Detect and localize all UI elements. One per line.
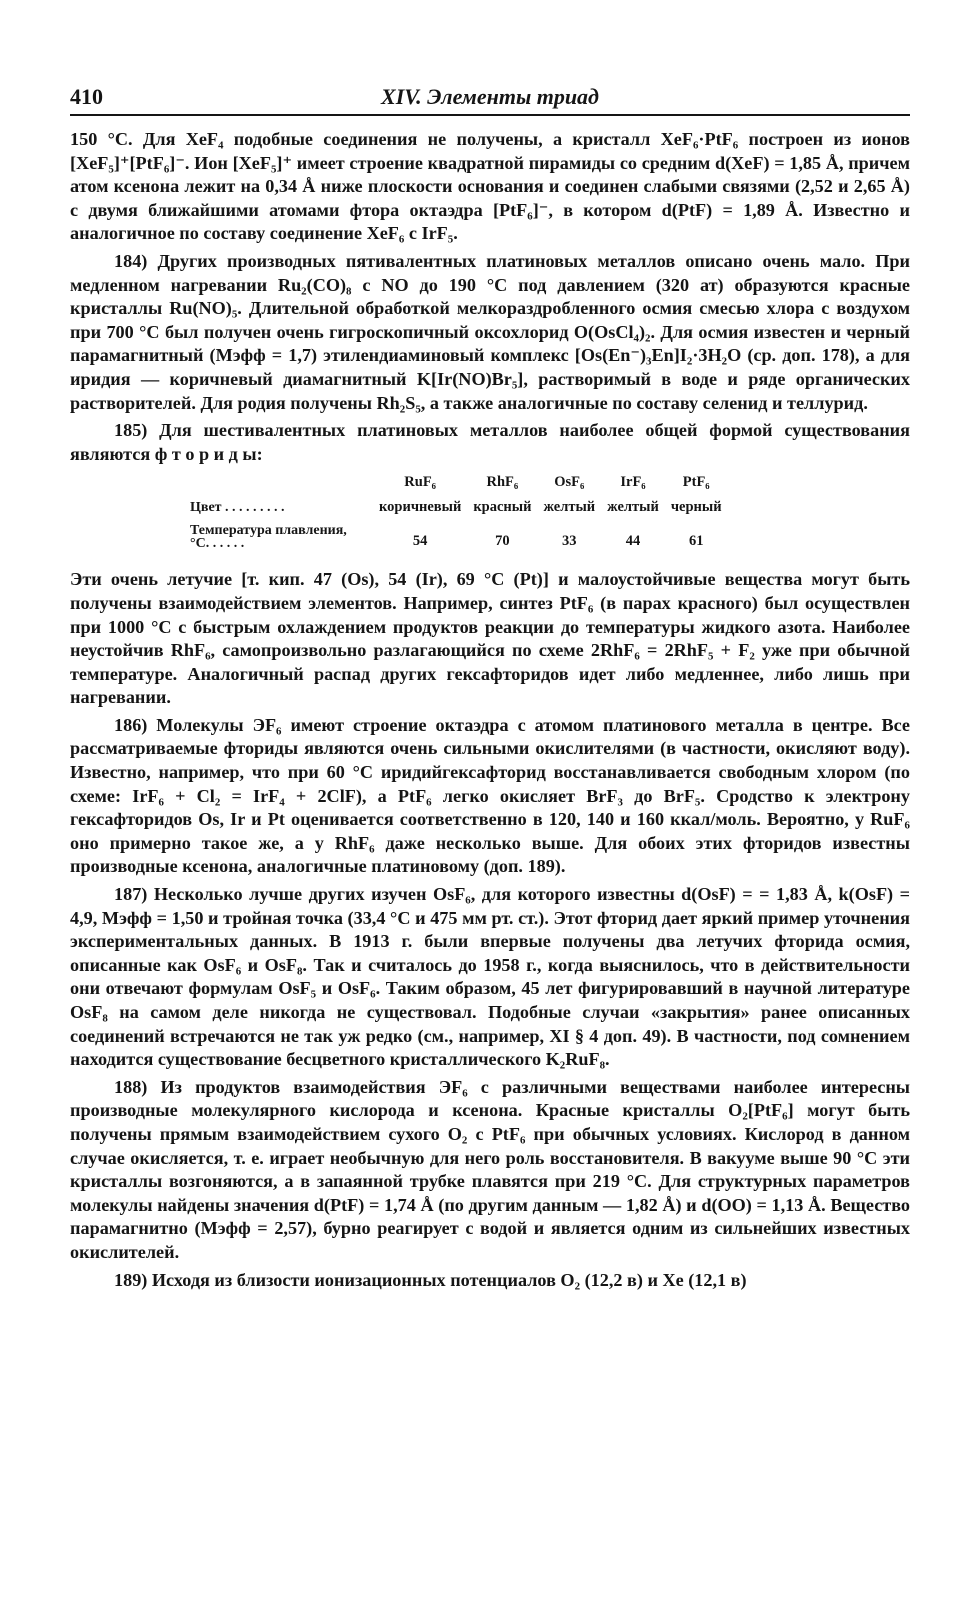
table-row-label: Температура плавления, °С. . . . . . (190, 523, 347, 552)
table-header-row (190, 474, 734, 499)
paragraph-186: 186) Молекулы ЭF₆ имеют строение октаэдра с атомом платинового металла в центре. Все рассматриваемые фториды являются очень сильными окислителями (в частности, окисляют воду). Известно, например, что при 60 °C иридийгексафторид восстанавливается свободным хлором (по схеме: IrF₆ + Cl₂ = IrF₄ + 2ClF), а PtF₆ легко окисляет BrF₃ до BrF₅. Сродство к электрону гексафторидов Os, Ir и Pt оценивается соответственно в 120, 140 и 160 ккал/моль. Вероятно, у RuF₆ оно примерно такое же, а у RhF₆ даже несколько выше. Для обоих этих фторидов известны производные ксенона, аналогичные платиновому (доп. 189). (70, 714, 910, 877)
fluorides-table (70, 474, 910, 558)
table-cell: коричневый (379, 499, 462, 516)
paragraph-185: 185) Для шестивалентных платиновых металлов наиболее общей формой существования являются ф т о р и д ы: (70, 420, 910, 464)
paragraph-continued: 150 °C. Для XeF₄ подобные соединения не получены, а кристалл XeF₆·PtF₆ построен из ионов [XeF₅]⁺[PtF₆]⁻. Ион [XeF₅]⁺ имеет строение квадратной пирамиды со средним d(XeF) = 1,85 Å, причем атом ксенона лежит на 0,34 Å ниже плоскости основания и соединен слабыми связями (2,52 и 2,65 Å) с двумя ближайшими атомами фтора октаэдра [PtF₆]⁻, в котором d(PtF) = 1,89 Å. Известно и аналогичное по составу соединение XeF₆ с IrF₅. (70, 129, 910, 244)
table-row (190, 524, 734, 558)
table-cell: желтый (543, 499, 596, 516)
table-cell: 54 (412, 533, 428, 550)
page-header (70, 84, 910, 116)
table-cell: 70 (495, 533, 510, 550)
table-cell: 33 (562, 533, 577, 550)
table-row-label: Цвет . . . . . . . . . (190, 500, 285, 516)
paragraph-184: 184) Других производных пятивалентных платиновых металлов описано очень мало. При медленном нагревании Ru₂(CO)₈ с NO до 190 °C под давлением (320 ат) образуются красные кристаллы Ru(NO)₅. Длительной обработкой мелкораздробленного осмия смесью хлора с воздухом при 700 °C был получен очень гигроскопичный оксохлорид O(OsCl₄)₂. Для осмия известен и черный парамагнитный (Mэфф = 1,7) этилендиаминовый комплекс [Os(En⁻)₃En]I₂·3H₂O (ср. доп. 178), а для иридия — коричневый диамагнитный K[Ir(NO)Br₅], растворимый в воде и ряде органических растворителей. Для родия получены Rh₂S₅, а также аналогичные по составу селенид и теллурид. (70, 250, 910, 413)
running-title: XIV. Элементы триад (381, 84, 599, 109)
table-cell: 44 (625, 533, 641, 550)
paragraph-187: 187) Несколько лучше других изучен OsF₆, для которого известны d(OsF) = = 1,83 Å, k(OsF) = 4,9, Mэфф = 1,50 и тройная точка (33,4 °C и 475 мм рт. ст.). Этот фторид дает яркий пример уточнения экспериментальных данных. В 1913 г. были впервые получены два летучих фторида осмия, описанные как OsF₆ и OsF₈. Так и считалось до 1958 г., когда выяснилось, что в действительности они отвечают формулам OsF₅ и OsF₆. Таким образом, 45 лет фигурировавший в научной литературе OsF₈ на самом деле никогда не существовал. Подобные случаи «закрытия» ранее описанных соединений встречаются не так уж редко (см., например, XI § 4 доп. 49). В частности, под сомнением находится существование бесцветного кристаллического K₂RuF₈. (70, 884, 910, 1070)
page-body (70, 128, 910, 1296)
table-cell: желтый (607, 499, 659, 516)
table-column-header: OsF₆ (554, 474, 585, 491)
paragraph-185-continued: Эти очень летучие [т. кип. 47 (Os), 54 (Ir), 69 °C (Pt)] и малоустойчивые вещества могут быть получены взаимодействием элементов. Например, синтез PtF₆ (в парах красного) был осуществлен при 1000 °C с быстрым охлаждением продуктов реакции до температуры жидкого азота. Наиболее неустойчив RhF₆, самопроизвольно разлагающийся по схеме 2RhF₆ = 2RhF₅ + F₂ уже при обычной температуре. Аналогичный распад других гексафторидов идет либо медленнее, либо лишь при нагревании. (70, 569, 910, 708)
paragraph-188: 188) Из продуктов взаимодействия ЭF₆ с различными веществами наиболее интересны производные молекулярного кислорода и ксенона. Красные кристаллы O₂[PtF₆] могут быть получены прямым взаимодействием сухого O₂ с PtF₆ при обычных условиях. Кислород в данном случае окисляется, т. е. играет необычную для него роль восстановителя. В вакууме выше 90 °C эти кристаллы возгоняются, а в запаянной трубке плавятся при 219 °C. Для структурных параметров молекулы найдены значения d(PtF) = 1,74 Å (по другим данным — 1,82 Å) и d(OO) = 1,13 Å. Вещество парамагнитно (Mэфф = 2,57), бурно реагирует с водой и является одним из сильнейших известных окислителей. (70, 1076, 911, 1262)
table-column-header: IrF₆ (620, 474, 646, 491)
paragraph-189: 189) Исходя из близости ионизационных потенциалов O₂ (12,2 в) и Xe (12,1 в) (114, 1269, 747, 1290)
table-column-header: PtF₆ (682, 474, 710, 491)
table-column-header: RhF₆ (486, 474, 519, 491)
table-cell: 61 (688, 533, 704, 550)
page-number: 410 (70, 84, 103, 109)
table-cell: черный (670, 499, 722, 516)
table-column-header: RuF₆ (404, 474, 437, 491)
table-cell: красный (473, 499, 532, 516)
table-row (190, 499, 734, 524)
